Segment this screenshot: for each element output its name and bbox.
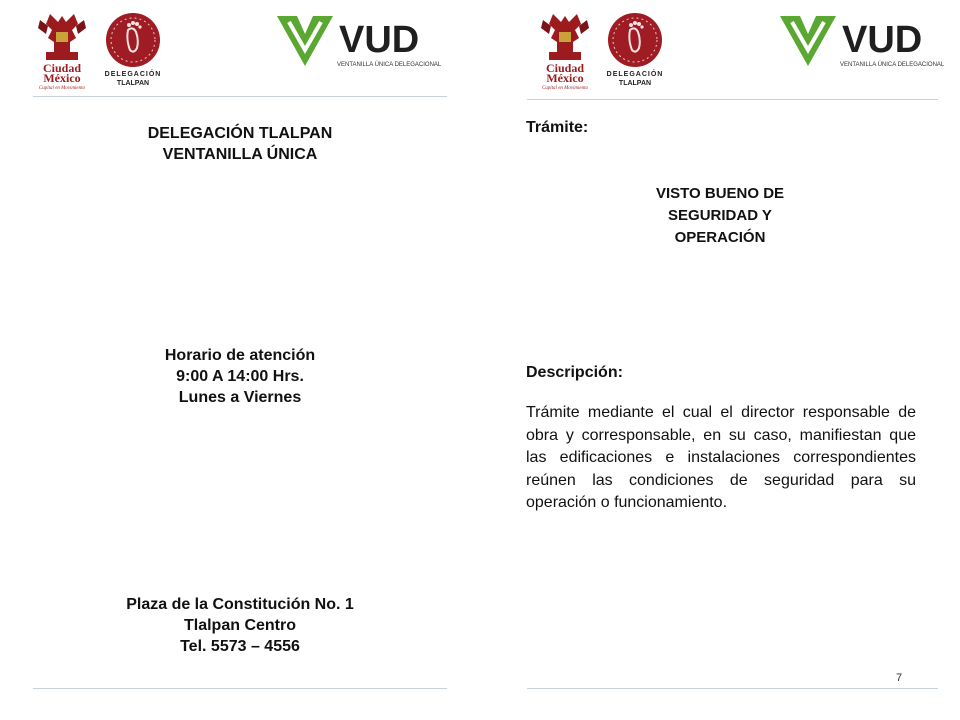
angel-emblem-icon [38,14,86,60]
vud-title: VUD [842,19,923,61]
tramite-line1: VISTO BUENO DE [655,185,785,202]
vud-subtitle: VENTANILLA ÚNICA DELEGACIONAL [337,62,442,68]
tlalpan-logo-line1: DELEGACIÓN [104,71,162,78]
footer-rule [527,688,938,689]
vud-logo [275,14,445,68]
tramite-label: Trámite: [526,119,589,136]
footprint-seal-icon [106,13,160,67]
cdmx-line2: México [546,71,584,85]
tlalpan-logo-line2: TLALPAN [116,80,150,87]
cdmx-line2: México [43,71,81,85]
vud-subtitle: VENTANILLA ÚNICA DELEGACIONAL [840,62,945,68]
page-number: 7 [896,672,903,684]
office-line1: DELEGACIÓN TLALPAN [147,125,333,142]
address-line2: Tlalpan Centro [183,617,296,634]
header-rule [527,99,938,100]
address-phone: Tel. 5573 – 4556 [180,638,300,655]
angel-emblem-icon [541,14,589,60]
vud-check-icon [277,16,333,66]
tlalpan-logo-line1: DELEGACIÓN [606,71,664,78]
tramite-block [540,183,900,249]
delegacion-tlalpan-logo [600,10,670,90]
descripcion-text: Trámite mediante el cual el director responsable de obra y corresponsable, en su caso, manifiestan que las edificaciones e instalaciones correspondientes reúnen las condiciones de seguridad para su operación o funcionamiento. [526,404,916,511]
hours-time: 9:00 A 14:00 Hrs. [176,368,304,385]
address-line1: Plaza de la Constitución No. 1 [126,596,354,613]
tlalpan-logo-line2: TLALPAN [618,80,652,87]
delegacion-tlalpan-logo [98,10,168,90]
office-line2: VENTANILLA ÚNICA [162,146,318,163]
cdmx-tagline: Capital en Movimiento [541,86,589,90]
header-rule [33,96,447,97]
cdmx-line1: Ciudad [42,61,82,75]
ciudad-mexico-logo [535,8,595,90]
tramite-line2: SEGURIDAD Y [668,207,772,224]
hours-block [30,345,450,408]
ciudad-mexico-logo [32,8,92,90]
hours-title: Horario de atención [164,347,316,364]
tramite-line3: OPERACIÓN [674,229,766,246]
office-block [30,123,450,165]
hours-days: Lunes a Viernes [178,389,302,406]
cdmx-line1: Ciudad [545,61,585,75]
vud-check-icon [780,16,836,66]
address-block [30,594,450,657]
right-page [480,0,960,720]
cdmx-tagline: Capital en Movimiento [38,86,86,90]
footer-rule [33,688,447,689]
vud-title: VUD [339,19,420,61]
vud-logo [778,14,948,68]
descripcion-label: Descripción: [526,364,623,381]
footprint-seal-icon [608,13,662,67]
